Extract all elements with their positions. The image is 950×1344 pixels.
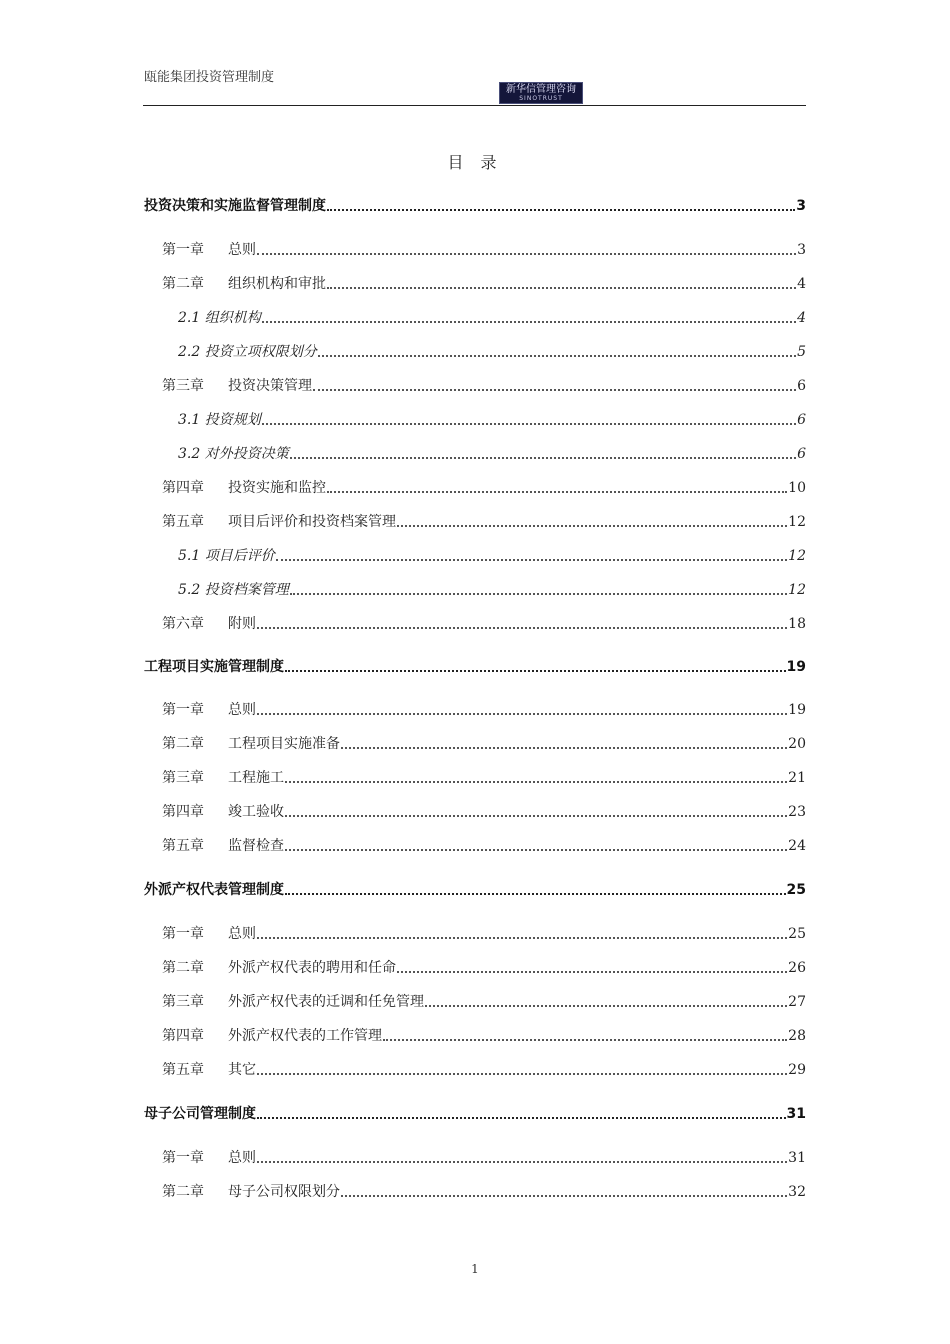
toc-leader-dots [285,670,786,672]
toc-entry[interactable] [178,341,806,361]
toc-entry[interactable] [144,879,806,899]
toc-page-number: 28 [788,1028,806,1044]
toc-page-number: 4 [797,276,806,292]
toc-page-number: 6 [797,446,806,462]
toc-entry-text: 附则 [228,616,256,632]
toc-chapter-number: 第四章 [162,804,204,820]
toc-page-number: 19 [788,702,806,718]
toc-page-number: 3 [796,198,806,214]
toc-entry-text: 总则 [228,926,256,942]
toc-entry[interactable] [162,801,806,821]
toc-entry[interactable] [162,957,806,977]
logo-cn-text: 新华信管理咨询 [506,83,576,95]
toc-entry-label [178,309,261,327]
toc-leader-dots [397,525,787,527]
toc-entry-label [178,581,289,599]
toc-entry-text: 总则 [228,1150,256,1166]
toc-entry[interactable] [162,477,806,497]
toc-page-number: 25 [786,882,806,898]
toc-chapter-number: 第一章 [162,242,204,258]
toc-leader-dots [327,209,795,211]
toc-entry-text: 5.1 项目后评价 [178,548,275,564]
toc-entry-label [162,837,284,855]
toc-entry-label [178,411,261,429]
toc-entry[interactable] [162,239,806,259]
toc-entry[interactable] [162,1147,806,1167]
toc-leader-dots [383,1039,787,1041]
toc-entry[interactable] [162,991,806,1011]
toc-leader-dots [262,423,796,425]
toc-page-number: 12 [788,582,806,598]
toc-entry-text: 3.1 投资规划 [178,412,261,428]
toc-entry[interactable] [144,1103,806,1123]
toc-entry-text: 投资实施和监控 [228,480,326,496]
toc-entry-text: 总则 [228,702,256,718]
toc-entry-text: 2.2 投资立项权限划分 [178,344,317,360]
toc-leader-dots [276,559,787,561]
toc-leader-dots [285,893,786,895]
toc-page-number: 31 [786,1106,806,1122]
toc-leader-dots [313,389,796,391]
toc-entry-text: 外派产权代表管理制度 [144,882,284,898]
toc-entry-label [162,993,424,1011]
toc-entry[interactable] [178,443,806,463]
toc-entry-text: 母子公司权限划分 [228,1184,340,1200]
toc-entry[interactable] [162,511,806,531]
toc-entry[interactable] [178,579,806,599]
header-divider [143,105,806,106]
toc-leader-dots [257,713,787,715]
toc-leader-dots [257,1073,787,1075]
toc-entry[interactable] [178,545,806,565]
toc-page-number: 32 [788,1184,806,1200]
toc-entry[interactable] [162,733,806,753]
toc-entry-label [144,658,284,676]
toc-entry-label [162,1183,340,1201]
toc-chapter-number: 第五章 [162,514,204,530]
toc-leader-dots [290,457,796,459]
toc-chapter-number: 第五章 [162,1062,204,1078]
toc-entry[interactable] [178,307,806,327]
toc-leader-dots [341,747,787,749]
toc-page-number: 6 [797,412,806,428]
toc-title: 目 录 [447,153,503,172]
toc-leader-dots [425,1005,787,1007]
toc-entry-label [162,377,312,395]
toc-entry[interactable] [162,1181,806,1201]
toc-entry-text: 工程项目实施准备 [228,736,340,752]
toc-entry-text: 3.2 对外投资决策 [178,446,289,462]
toc-entry[interactable] [178,409,806,429]
toc-entry[interactable] [162,1025,806,1045]
toc-entry[interactable] [144,195,806,215]
toc-page-number: 18 [788,616,806,632]
toc-entry-text: 母子公司管理制度 [144,1106,256,1122]
toc-leader-dots [285,849,787,851]
document-header-title: 瓯能集团投资管理制度 [144,70,275,85]
toc-entry-text: 组织机构和审批 [228,276,326,292]
toc-entry-label [162,925,256,943]
toc-leader-dots [285,815,787,817]
toc-leader-dots [341,1195,787,1197]
toc-entry-text: 其它 [228,1062,256,1078]
toc-entry-label [144,1105,256,1123]
toc-entry-label [162,701,256,719]
toc-leader-dots [327,491,787,493]
toc-page-number: 23 [788,804,806,820]
toc-entry-label [162,1027,382,1045]
toc-entry-text: 外派产权代表的聘用和任命 [228,960,396,976]
toc-chapter-number: 第五章 [162,838,204,854]
toc-entry-text: 项目后评价和投资档案管理 [228,514,396,530]
toc-entry-label [162,241,256,259]
toc-entry-label [162,1061,256,1079]
toc-leader-dots [257,937,787,939]
toc-entry[interactable] [162,767,806,787]
toc-chapter-number: 第一章 [162,926,204,942]
toc-entry-label [144,881,284,899]
toc-entry-text: 投资决策管理 [228,378,312,394]
toc-entry-text: 竣工验收 [228,804,284,820]
toc-chapter-number: 第三章 [162,378,204,394]
toc-entry-label [178,343,317,361]
toc-chapter-number: 第二章 [162,276,204,292]
toc-chapter-number: 第四章 [162,480,204,496]
toc-entry[interactable] [162,375,806,395]
toc-leader-dots [257,253,796,255]
toc-entry-label [162,513,396,531]
toc-chapter-number: 第二章 [162,960,204,976]
toc-leader-dots [257,1117,786,1119]
toc-chapter-number: 第三章 [162,994,204,1010]
toc-entry-text: 5.2 投资档案管理 [178,582,289,598]
toc-entry-text: 工程项目实施管理制度 [144,659,284,675]
toc-page-number: 4 [797,310,806,326]
toc-leader-dots [285,781,787,783]
toc-entry-text: 总则 [228,242,256,258]
toc-entry-label [162,803,284,821]
toc-page-number: 10 [788,480,806,496]
sinotrust-logo [499,82,583,104]
toc-entry[interactable] [162,835,806,855]
toc-entry-label [162,615,256,633]
toc-page-number: 24 [788,838,806,854]
toc-page-number: 27 [788,994,806,1010]
toc-entry-text: 外派产权代表的工作管理 [228,1028,382,1044]
toc-page-number: 26 [788,960,806,976]
toc-leader-dots [327,287,796,289]
toc-entry-label [162,1149,256,1167]
toc-page-number: 12 [788,548,806,564]
toc-chapter-number: 第二章 [162,1184,204,1200]
toc-page-number: 25 [788,926,806,942]
toc-leader-dots [257,627,787,629]
toc-entry-label [162,275,326,293]
toc-page-number: 21 [788,770,806,786]
toc-page-number: 6 [797,378,806,394]
toc-page-number: 3 [797,242,806,258]
toc-leader-dots [257,1161,787,1163]
toc-entry-text: 外派产权代表的迁调和任免管理 [228,994,424,1010]
toc-chapter-number: 第一章 [162,702,204,718]
toc-leader-dots [318,355,796,357]
toc-entry-label [162,735,340,753]
toc-leader-dots [262,321,796,323]
logo-en-text: SINOTRUST [519,94,563,102]
toc-entry-label [162,479,326,497]
toc-page-number: 5 [797,344,806,360]
page-number: 1 [471,1262,479,1276]
toc-entry[interactable] [162,923,806,943]
toc-entry[interactable] [144,656,806,676]
toc-entry[interactable] [162,699,806,719]
toc-entry-label [178,445,289,463]
toc-chapter-number: 第六章 [162,616,204,632]
toc-page-number: 19 [786,659,806,675]
toc-entry-label [162,959,396,977]
toc-page-number: 29 [788,1062,806,1078]
toc-entry-text: 投资决策和实施监督管理制度 [144,198,326,214]
toc-page-number: 20 [788,736,806,752]
toc-entry-label [178,547,275,565]
toc-leader-dots [397,971,787,973]
toc-chapter-number: 第四章 [162,1028,204,1044]
toc-leader-dots [290,593,787,595]
toc-page-number: 31 [788,1150,806,1166]
toc-entry[interactable] [162,273,806,293]
toc-entry-text: 工程施工 [228,770,284,786]
toc-entry-text: 监督检查 [228,838,284,854]
toc-chapter-number: 第一章 [162,1150,204,1166]
toc-entry-text: 2.1 组织机构 [178,310,261,326]
toc-chapter-number: 第三章 [162,770,204,786]
toc-entry-label [162,769,284,787]
toc-chapter-number: 第二章 [162,736,204,752]
toc-entry[interactable] [162,613,806,633]
toc-entry-label [144,197,326,215]
toc-page-number: 12 [788,514,806,530]
toc-entry[interactable] [162,1059,806,1079]
